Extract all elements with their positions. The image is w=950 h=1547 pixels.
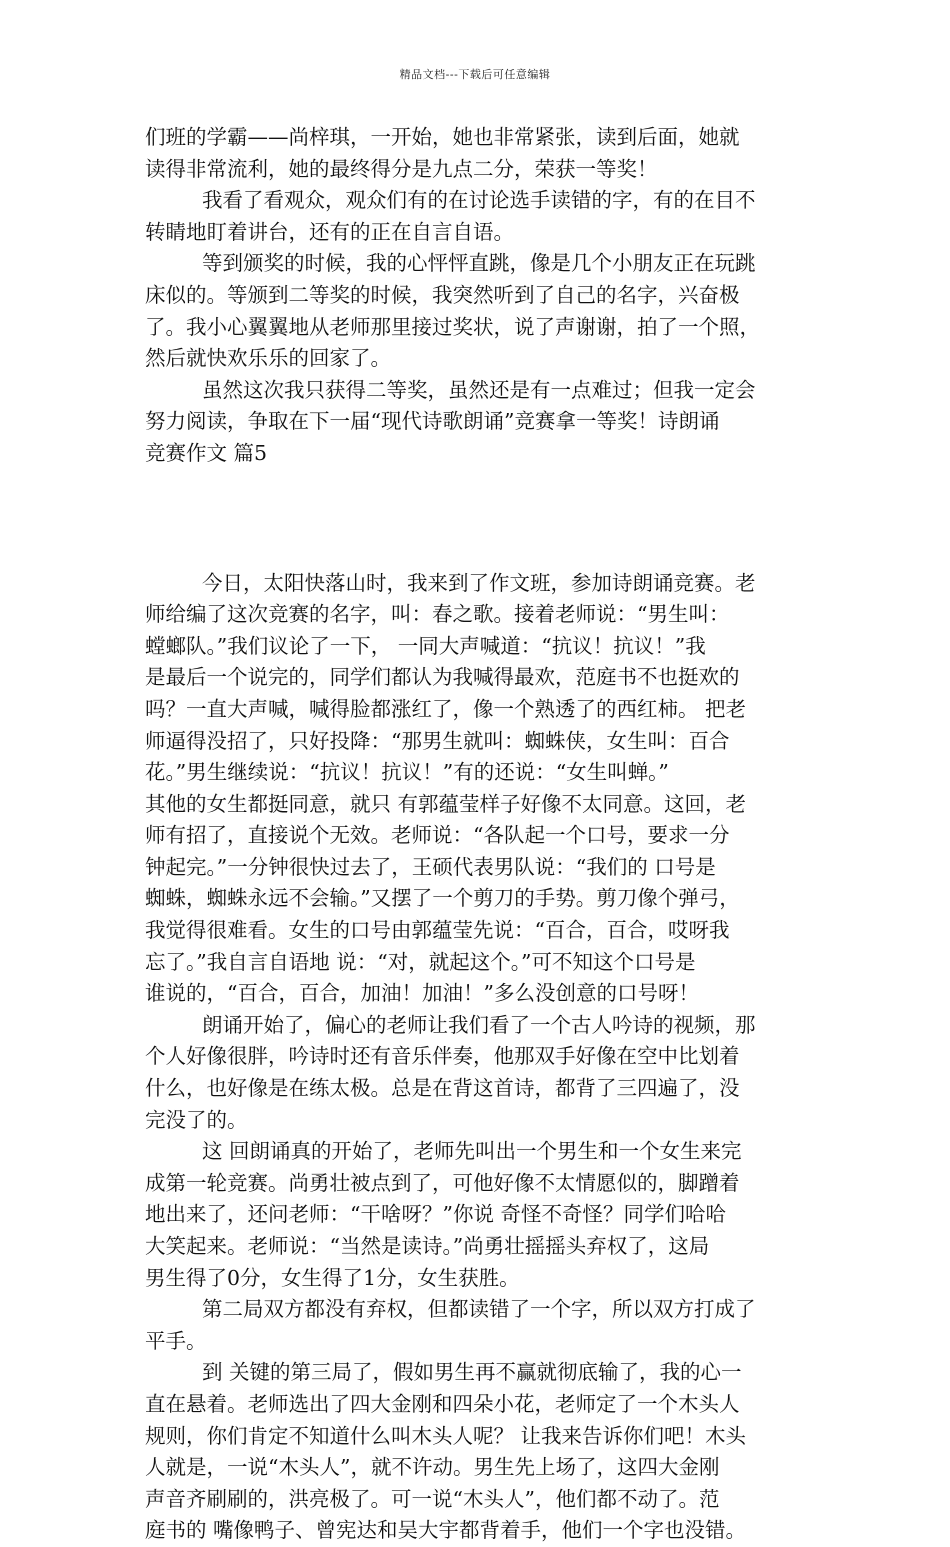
text-line: 师有招了，直接说个无效。老师说：“各队起一个口号，要求一分	[145, 823, 730, 848]
text-line: 规则，你们肯定不知道什么叫木头人呢？ 让我来告诉你们吧！木头	[145, 1423, 747, 1448]
paragraph	[145, 1294, 809, 1357]
text-line: 今日，太阳快落山时，我来到了作文班，参加诗朗诵竞赛。老	[202, 570, 756, 595]
paragraph	[145, 185, 809, 248]
text-line: 直在悬着。老师选出了四大金刚和四朵小花，老师定了一个木头人	[145, 1391, 740, 1416]
text-line: 声音齐刷刷的，洪亮极了。可一说“木头人”，他们都不动了。范	[145, 1486, 720, 1511]
text-line: 个人好像很胖，吟诗时还有音乐伴奏，他那双手好像在空中比划着	[145, 1044, 740, 1069]
text-line: 谁说的，“百合，百合，加油！加油！”多么没创意的口号呀！	[145, 981, 699, 1006]
paragraph	[145, 1010, 809, 1136]
paragraph	[145, 375, 809, 470]
text-line: 平手。	[145, 1328, 207, 1353]
text-line: 我看了看观众，观众们有的在讨论选手读错的字，有的在目不	[202, 188, 756, 213]
paragraph	[145, 122, 809, 185]
paragraph	[145, 248, 809, 374]
text-line: 成第一轮竞赛。尚勇壮被点到了，可他好像不太情愿似的，脚蹭着	[145, 1170, 740, 1195]
page-header: 精品文档---下载后可任意编辑	[399, 68, 551, 81]
text-line: 男生得了0分，女生得了1分，女生获胜。	[145, 1265, 520, 1290]
text-line: 人就是，一说“木头人”，就不许动。男生先上场了，这四大金刚	[145, 1455, 720, 1480]
text-line: 其他的女生都挺同意，就只 有郭蕴莹样子好像不太同意。这回，老	[145, 791, 747, 816]
text-line: 蜘蛛，蜘蛛永远不会输。”又摆了一个剪刀的手势。剪刀像个弹弓，	[145, 886, 740, 911]
text-line: 师逼得没招了，只好投降：“那男生就叫：蜘蛛侠，女生叫：百合	[145, 728, 730, 753]
text-line: 然后就快欢乐乐的回家了。	[145, 346, 391, 371]
text-line: 努力阅读，争取在下一届“现代诗歌朗诵”竞赛拿一等奖！诗朗诵	[145, 409, 720, 434]
text-line: 床似的。等颁到二等奖的时候，我突然听到了自己的名字，兴奋极	[145, 282, 740, 307]
document-body	[145, 122, 809, 1547]
text-line: 庭书的 嘴像鸭子、曾宪达和吴大宇都背着手，他们一个字也没错。	[145, 1518, 747, 1543]
text-line: 转睛地盯着讲台，还有的正在自言自语。	[145, 219, 514, 244]
text-line: 螳螂队。”我们议论了一下， 一同大声喊道：“抗议！抗议！”我	[145, 633, 706, 658]
text-line: 花。”男生继续说：“抗议！抗议！”有的还说：“女生叫蝉。”	[145, 760, 669, 785]
section-gap	[145, 470, 809, 568]
text-line: 地出来了，还问老师：“干啥呀？”你说 奇怪不奇怪？同学们哈哈	[145, 1202, 726, 1227]
paragraph	[145, 1357, 809, 1547]
paragraph	[145, 568, 809, 1010]
text-line: 第二局双方都没有弃权，但都读错了一个字，所以双方打成了	[202, 1297, 756, 1322]
paragraph	[145, 1136, 809, 1294]
text-line: 忘了。”我自言自语地 说：“对，就起这个。”可不知这个口号是	[145, 949, 696, 974]
text-line: 竞赛作文 篇5	[145, 440, 268, 465]
text-line: 们班的学霸——尚梓琪，一开始，她也非常紧张，读到后面，她就	[145, 125, 740, 149]
text-line: 大笑起来。老师说：“当然是读诗。”尚勇壮摇摇头弃权了，这局	[145, 1234, 710, 1258]
text-line: 我觉得很难看。女生的口号由郭蕴莹先说：“百合，百合，哎呀我	[145, 918, 730, 943]
text-line: 等到颁奖的时候，我的心怦怦直跳，像是几个小朋友正在玩跳	[202, 251, 756, 276]
text-line: 读得非常流利，她的最终得分是九点二分，荣获一等奖！	[145, 156, 658, 181]
text-line: 什么，也好像是在练太极。总是在背这首诗，都背了三四遍了，没	[145, 1076, 740, 1101]
text-line: 吗？一直大声喊，喊得脸都涨红了，像一个熟透了的西红柿。 把老	[145, 696, 747, 721]
text-line: 完没了的。	[145, 1107, 248, 1132]
text-line: 虽然这次我只获得二等奖，虽然还是有一点难过；但我一定会	[202, 377, 756, 402]
text-line: 朗诵开始了，偏心的老师让我们看了一个古人吟诗的视频，那	[202, 1012, 756, 1037]
text-line: 钟起完。”一分钟很快过去了，王硕代表男队说：“我们的 口号是	[145, 854, 716, 879]
text-line: 了。我小心翼翼地从老师那里接过奖状，说了声谢谢，拍了一个照，	[145, 314, 760, 339]
text-line: 这 回朗诵真的开始了，老师先叫出一个男生和一个女生来完	[202, 1139, 742, 1164]
text-line: 是最后一个说完的，同学们都认为我喊得最欢，范庭书不也挺欢的	[145, 665, 740, 690]
text-line: 师给编了这次竞赛的名字，叫：春之歌。接着老师说：“男生叫：	[145, 602, 730, 627]
text-line: 到 关键的第三局了，假如男生再不赢就彻底输了，我的心一	[202, 1360, 742, 1385]
